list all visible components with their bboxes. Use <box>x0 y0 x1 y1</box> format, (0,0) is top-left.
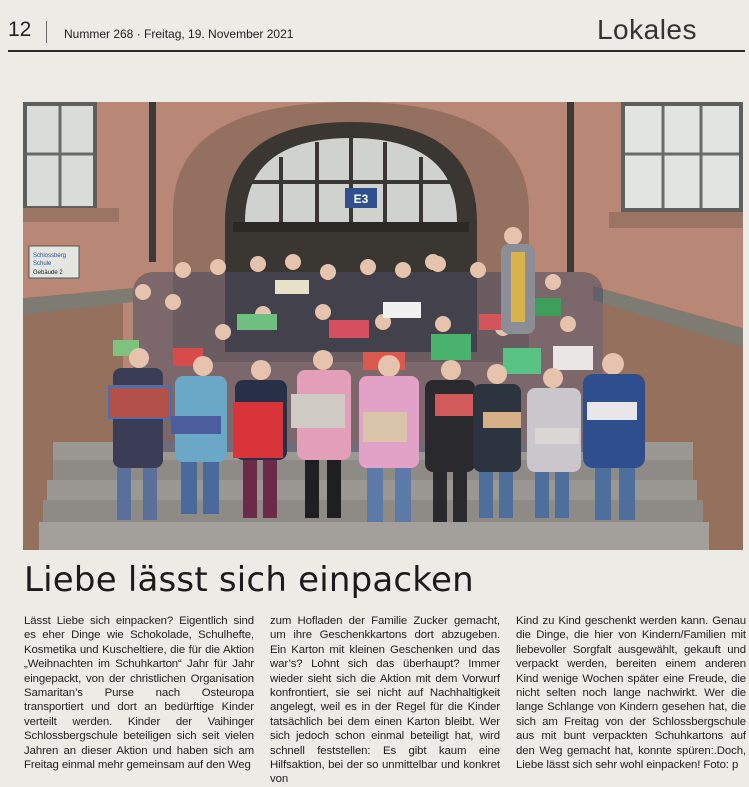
article-column-3: Kind zu Kind geschenkt werden kann. Genau die Dinge, die hier von Kindern/Familien mit liebevoller Sorgfalt ausgewählt, gekauft und verpackt werden, bereiten einem anderen Kind wenige Wochen später eine Freude, die nicht selten noch lange nachwirkt. Wer die lange Schlange von Kindern gesehen hat, die sich am Freitag von der Schlossbergschule aus mit bunt verpackten Schuhkartons auf den Weg gemacht hat, konnte spüren:.Doch, Liebe lässt sich sehr wohl einpacken! Foto: p <box>516 615 746 772</box>
plaque-line-1: Schlossberg <box>33 253 67 259</box>
article-photo <box>23 102 743 550</box>
header-divider <box>46 21 47 43</box>
photo-scene <box>23 102 743 550</box>
page-number: 12 <box>8 18 32 41</box>
issue-line: Nummer 268 · Freitag, 19. November 2021 <box>64 27 294 41</box>
article-headline: Liebe lässt sich einpacken <box>24 560 474 600</box>
section-title: Lokales <box>596 14 697 45</box>
door-sign-text: E3 <box>353 192 369 206</box>
plaque-line-3: Gebäude 2 <box>33 270 63 276</box>
page-header <box>0 0 749 52</box>
plaque-line-2: Schule <box>33 261 52 267</box>
article-column-1: Lässt Liebe sich einpacken? Eigentlich sind es eher Dinge wie Schokolade, Schulhefte, Kosmetika und Kuscheltiere, die für die Aktion „Weihnachten im Schuhkarton“ Jahr für Jahr eingepackt, von der christlichen Organisation Samaritan’s Purse nach Osteuropa transportiert und dort an bedürftige Kinder verteilt werden. Kinder der Vaihinger Schlossbergschule beteiligen sich seit vielen Jahren an dieser Aktion und haben sich am Freitag einmal mehr gemeinsam auf den Weg <box>24 615 254 772</box>
header-rule <box>8 50 745 52</box>
article-column-2: zum Hofladen der Familie Zucker gemacht, um ihre Geschenkkartons dort abzugeben. Ein Karton mit kleinen Geschenken und das war’s? Lohnt sich das überhaupt? Immer wieder sieht sich die Aktion mit dem Vorwurf konfrontiert, sie sei nicht auf Nachhaltigkeit angelegt, weil es in der Regel für die Kinder tatsächlich bei dem einen Karton bleibt. Wer sich jedoch schon einmal beteiligt hat, wird schnell feststellen: Es gibt kaum eine Hilfsaktion, bei der so unmittelbar und konkret von <box>270 615 500 786</box>
article-body <box>24 614 746 787</box>
